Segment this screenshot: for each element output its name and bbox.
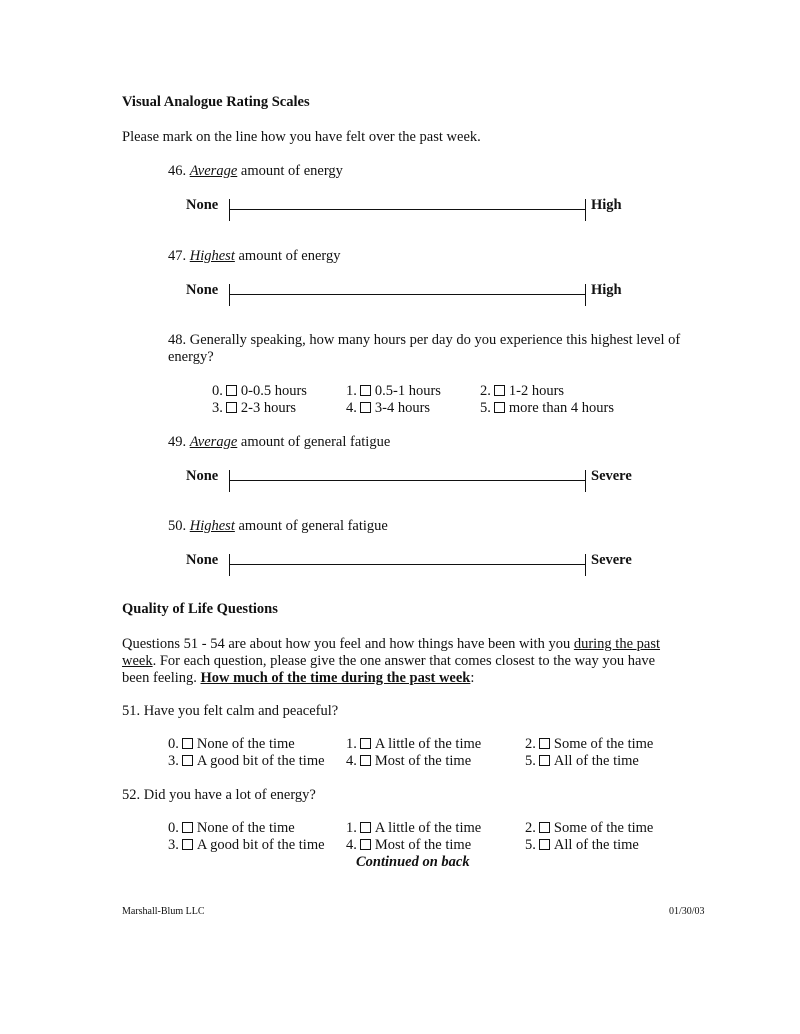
scale-47-left-label: None [186, 282, 219, 298]
checkbox-icon[interactable] [182, 822, 193, 833]
checkbox-icon[interactable] [182, 738, 193, 749]
checkbox-icon[interactable] [182, 839, 193, 850]
scale-46-left-label: None [186, 197, 219, 213]
checkbox-icon[interactable] [360, 822, 371, 833]
question-46-emphasis: Average [189, 163, 238, 179]
q48-option-1[interactable]: 1. 0.5-1 hours [346, 383, 441, 399]
q52-option-3[interactable]: 3. A good bit of the time [168, 837, 325, 853]
question-50-text: amount of general fatigue [234, 518, 388, 534]
section-title-visual-scales: Visual Analogue Rating Scales [122, 94, 310, 110]
q48-option-4[interactable]: 4. 3-4 hours [346, 400, 431, 416]
question-49-number: 49. [168, 434, 187, 450]
scale-50-right-label: Severe [591, 552, 632, 568]
question-47-number: 47. [168, 248, 187, 264]
footer-company: Marshall-Blum LLC [122, 906, 205, 917]
checkbox-icon[interactable] [494, 402, 505, 413]
continued-on-back-note: Continued on back [356, 854, 470, 870]
q51-option-0[interactable]: 0. None of the time [168, 736, 295, 752]
q48-option-3[interactable]: 3. 2-3 hours [212, 400, 297, 416]
q52-option-0[interactable]: 0. None of the time [168, 820, 295, 836]
checkbox-icon[interactable] [226, 402, 237, 413]
checkbox-icon[interactable] [360, 385, 371, 396]
checkbox-icon[interactable] [539, 738, 550, 749]
question-46-number: 46. [168, 163, 187, 179]
checkbox-icon[interactable] [360, 755, 371, 766]
question-48-text: 48. Generally speaking, how many hours per day do you experience this highest level of energy? [168, 332, 681, 365]
q51-option-4[interactable]: 4. Most of the time [346, 753, 472, 769]
scale-50-left-label: None [186, 552, 219, 568]
question-50-emphasis: Highest [189, 518, 235, 534]
footer-date: 01/30/03 [669, 906, 705, 917]
question-51-text: 51. Have you felt calm and peaceful? [122, 703, 339, 719]
question-50 [168, 518, 388, 535]
q48-option-5[interactable]: 5. more than 4 hours [480, 400, 614, 416]
scale-47-right-label: High [591, 282, 622, 298]
question-49-text: amount of general fatigue [237, 434, 391, 450]
checkbox-icon[interactable] [494, 385, 505, 396]
section-title-quality-of-life: Quality of Life Questions [122, 601, 278, 617]
checkbox-icon[interactable] [360, 839, 371, 850]
question-46 [168, 163, 343, 180]
checkbox-icon[interactable] [539, 822, 550, 833]
q48-option-0[interactable]: 0. 0-0.5 hours [212, 383, 307, 399]
q51-option-3[interactable]: 3. A good bit of the time [168, 753, 325, 769]
scale-46-right-label: High [591, 197, 622, 213]
checkbox-icon[interactable] [182, 755, 193, 766]
checkbox-icon[interactable] [360, 402, 371, 413]
question-46-text: amount of energy [237, 163, 343, 179]
checkbox-icon[interactable] [360, 738, 371, 749]
q52-option-4[interactable]: 4. Most of the time [346, 837, 472, 853]
q51-option-2[interactable]: 2. Some of the time [525, 736, 654, 752]
question-50-number: 50. [168, 518, 187, 534]
q52-option-5[interactable]: 5. All of the time [525, 837, 639, 853]
q48-option-2[interactable]: 2. 1-2 hours [480, 383, 565, 399]
section-intro: Questions 51 - 54 are about how you feel and how things have been with you during the past week. For each question, please give the one answer that comes closest to the way you have been feeling. How much of the time during the past week: [122, 636, 661, 686]
question-49 [168, 434, 390, 451]
question-52-text: 52. Did you have a lot of energy? [122, 787, 316, 803]
checkbox-icon[interactable] [539, 755, 550, 766]
question-47 [168, 248, 341, 265]
question-47-text: amount of energy [234, 248, 341, 264]
section-instruction: Please mark on the line how you have felt over the past week. [122, 129, 481, 145]
scale-49-left-label: None [186, 468, 219, 484]
checkbox-icon[interactable] [539, 839, 550, 850]
q52-option-1[interactable]: 1. A little of the time [346, 820, 482, 836]
checkbox-icon[interactable] [226, 385, 237, 396]
q51-option-1[interactable]: 1. A little of the time [346, 736, 482, 752]
question-47-emphasis: Highest [189, 248, 235, 264]
q51-option-5[interactable]: 5. All of the time [525, 753, 639, 769]
q52-option-2[interactable]: 2. Some of the time [525, 820, 654, 836]
question-49-emphasis: Average [189, 434, 238, 450]
scale-49-right-label: Severe [591, 468, 632, 484]
